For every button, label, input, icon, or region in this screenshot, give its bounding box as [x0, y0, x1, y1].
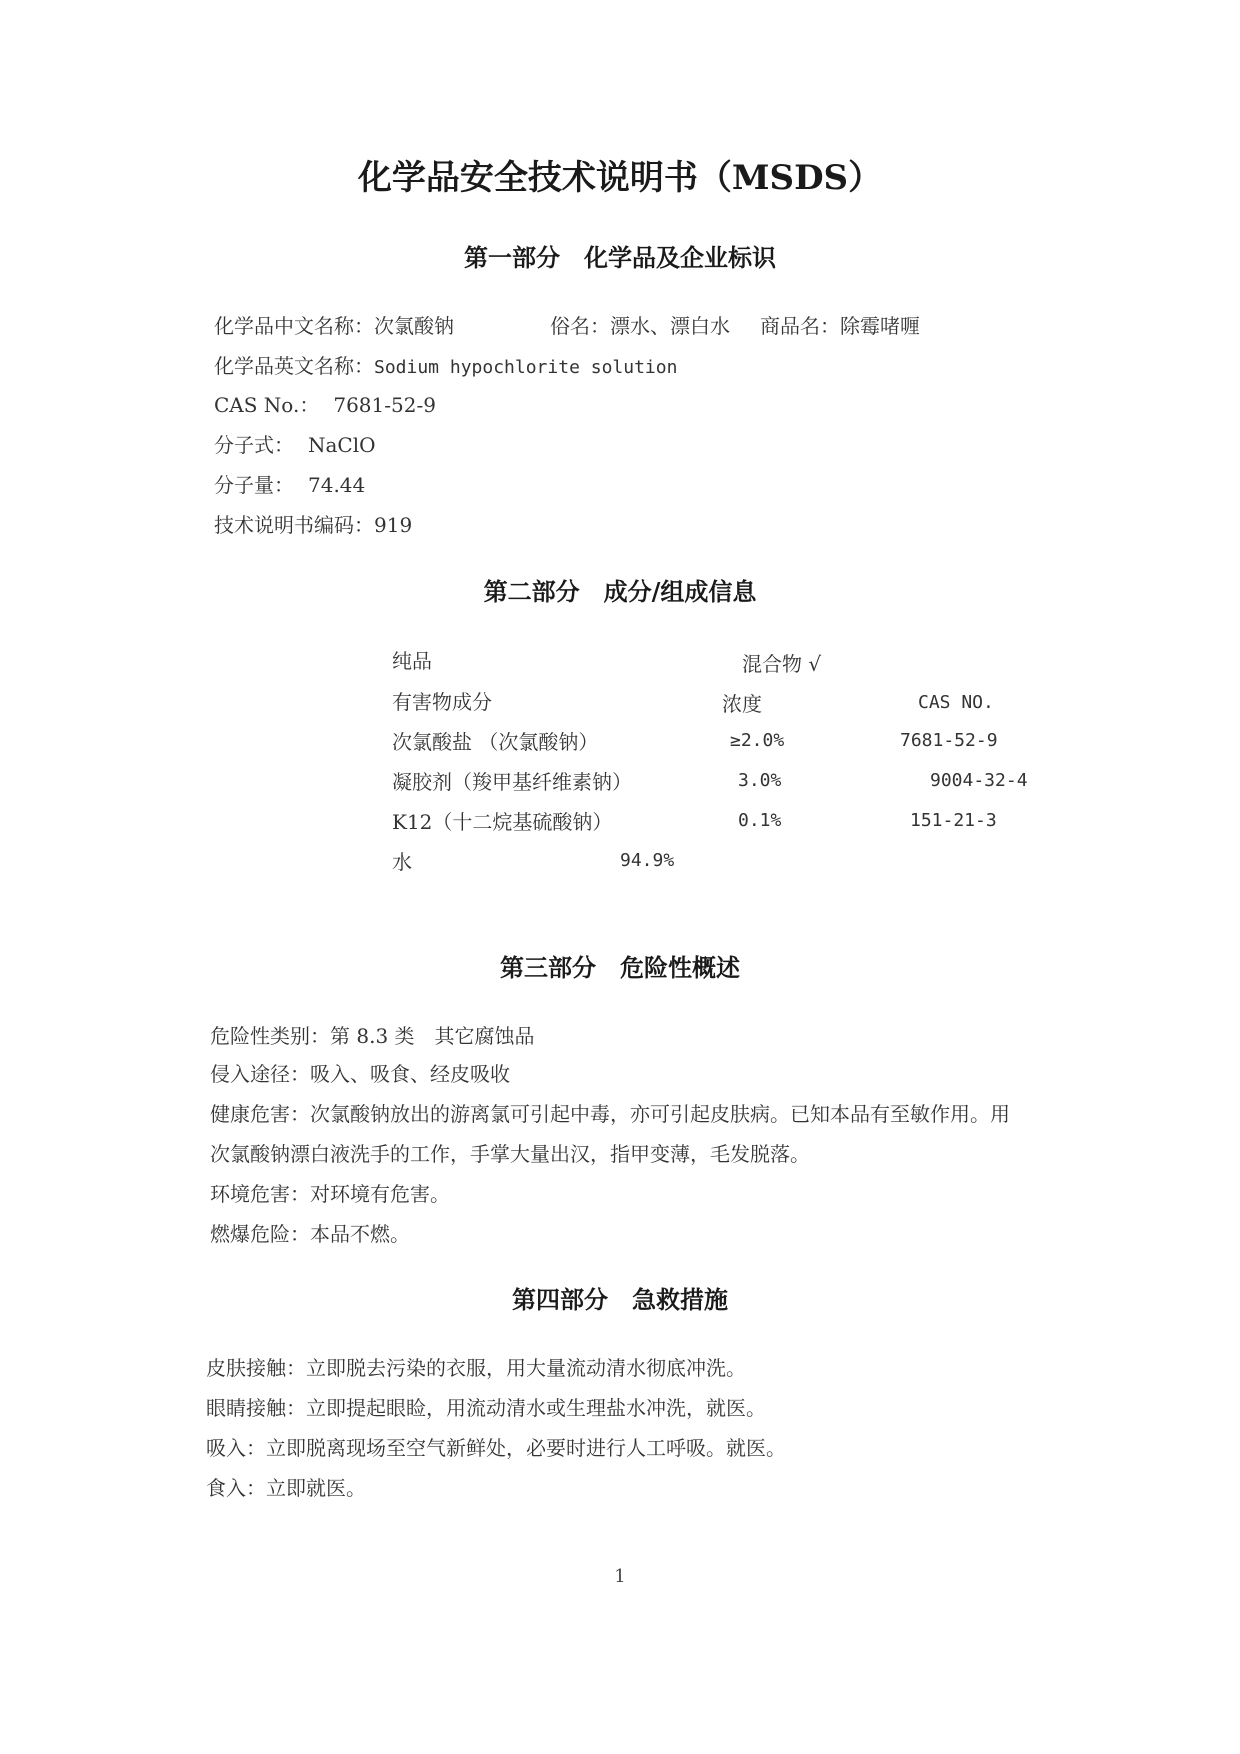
cas-value: 7681-52-9 [333, 393, 436, 417]
en-name-label: 化学品英文名称： [214, 354, 374, 378]
formula-label: 分子式： [214, 433, 294, 457]
eye-contact: 眼睛接触：立即提起眼睑，用流动清水或生理盐水冲洗，就医。 [206, 1396, 766, 1420]
formula-value: NaClO [308, 433, 376, 457]
cas-row [214, 389, 436, 418]
inhalation: 吸入：立即脱离现场至空气新鲜处，必要时进行人工呼吸。就医。 [206, 1436, 786, 1460]
common-name-row [550, 310, 730, 339]
column-header-component: 有害物成分 [392, 690, 492, 714]
spec-code-label: 技术说明书编码： [214, 513, 374, 537]
health-hazard-line1: 健康危害：次氯酸钠放出的游离氯可引起中毒，亦可引起皮肤病。已知本品有至敏作用。用 [210, 1102, 1010, 1126]
trade-name-value: 除霉啫喱 [840, 314, 920, 338]
component-cas: 151-21-3 [910, 810, 997, 831]
component-concentration: 3.0% [738, 770, 782, 791]
column-header-concentration: 浓度 [722, 692, 762, 716]
cas-label: CAS No.： [214, 393, 320, 417]
en-name-row [214, 350, 677, 379]
component-name: 凝胶剂（羧甲基纤维素钠） [392, 770, 632, 794]
environmental-hazard: 环境危害：对环境有危害。 [210, 1182, 450, 1206]
common-name-value: 漂水、漂白水 [610, 314, 730, 338]
cn-name-value: 次氯酸钠 [374, 314, 454, 338]
molecular-weight-label: 分子量： [214, 473, 294, 497]
document-title: 化学品安全技术说明书（MSDS） [357, 158, 883, 198]
cn-name-label: 化学品中文名称： [214, 314, 374, 338]
trade-name-label: 商品名： [760, 314, 840, 338]
health-hazard-line2: 次氯酸钠漂白液洗手的工作，手掌大量出汉，指甲变薄，毛发脱落。 [210, 1142, 810, 1166]
component-name: 水 [392, 850, 412, 874]
spec-code-value: 919 [374, 513, 413, 537]
component-concentration: 0.1% [738, 810, 782, 831]
ingestion: 食入：立即就医。 [206, 1476, 366, 1500]
component-concentration: 94.9% [620, 850, 675, 871]
exposure-route: 侵入途径：吸入、吸食、经皮吸收 [210, 1062, 510, 1086]
trade-name-row [760, 310, 920, 339]
mixture-label: 混合物 √ [742, 652, 822, 676]
pure-label: 纯品 [392, 649, 432, 673]
hazard-class: 危险性类别：第 8.3 类 其它腐蚀品 [210, 1024, 535, 1048]
section1-heading: 第一部分 化学品及企业标识 [464, 243, 776, 272]
fire-explosion-hazard: 燃爆危险：本品不燃。 [210, 1222, 410, 1246]
molecular-weight-row [214, 469, 365, 498]
spec-code-row [214, 509, 412, 538]
molecular-weight-value: 74.44 [308, 473, 366, 497]
component-cas: 9004-32-4 [930, 770, 1028, 791]
column-header-cas: CAS NO. [918, 692, 994, 713]
page-number: 1 [614, 1566, 626, 1587]
common-name-label: 俗名： [550, 314, 610, 338]
component-cas: 7681-52-9 [900, 730, 998, 751]
section2-heading: 第二部分 成分/组成信息 [483, 577, 757, 606]
section3-heading: 第三部分 危险性概述 [500, 953, 740, 982]
skin-contact: 皮肤接触：立即脱去污染的衣服，用大量流动清水彻底冲洗。 [206, 1356, 746, 1380]
cn-name-row [214, 310, 454, 339]
section4-heading: 第四部分 急救措施 [512, 1285, 728, 1314]
formula-row [214, 429, 376, 458]
component-name: K12（十二烷基硫酸钠） [392, 810, 613, 834]
component-name: 次氯酸盐 （次氯酸钠） [392, 730, 599, 754]
component-concentration: ≥2.0% [730, 730, 785, 751]
en-name-value: Sodium hypochlorite solution [374, 357, 678, 378]
